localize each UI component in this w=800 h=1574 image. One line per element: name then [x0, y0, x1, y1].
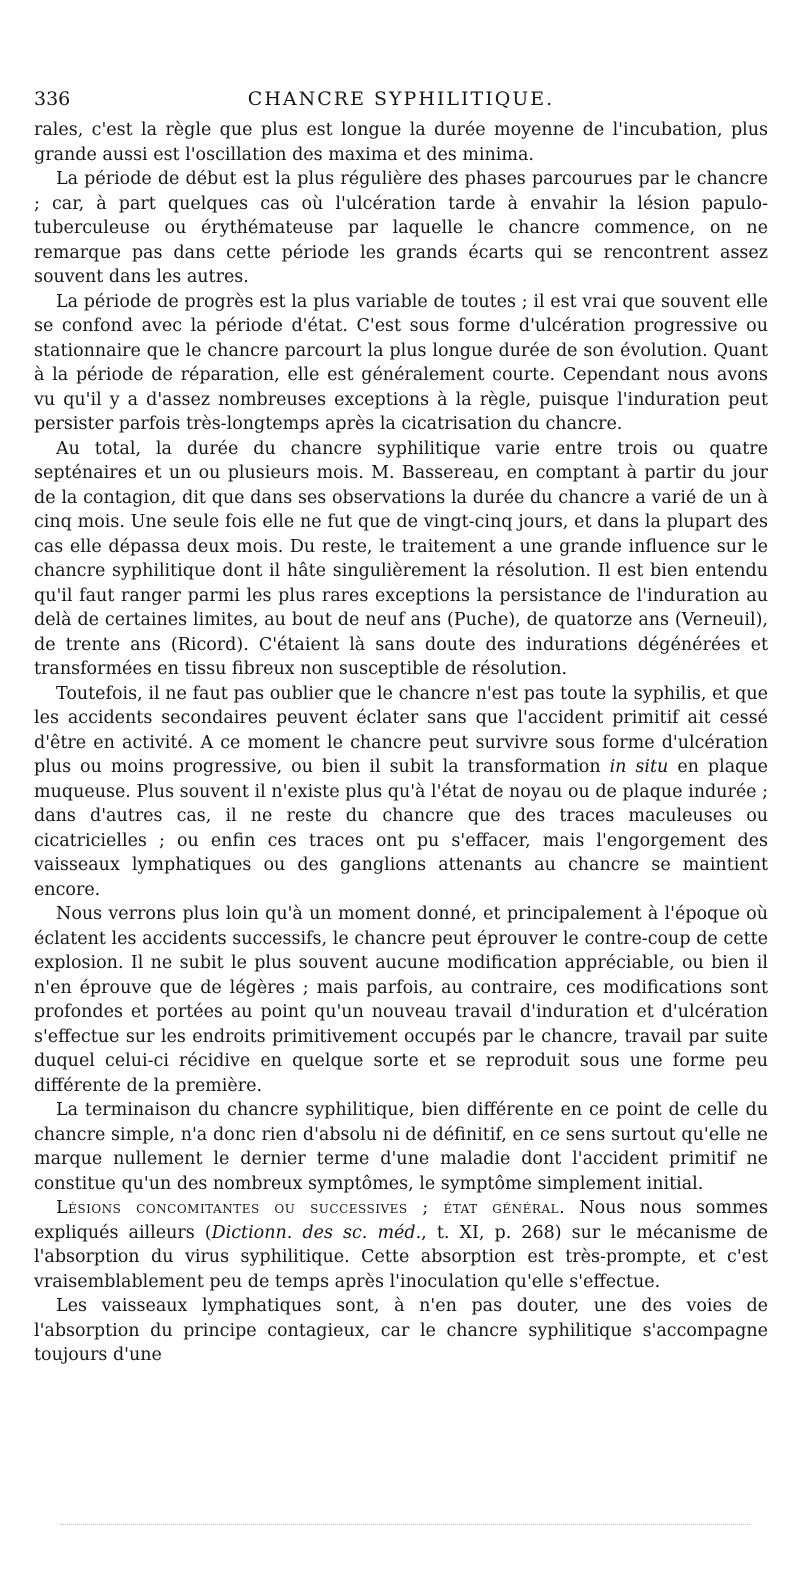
paragraph-duree-totale: Au total, la durée du chancre syphilitique varie entre trois ou quatre septénaires et un ou plusieurs mois. M. Bassereau, en comptant à partir du jour de la contagion, dit que dans ses observations la durée du chancre a varié de un à cinq mois. Une seule fois elle ne fut que de vingt-cinq jours, et dans la plupart des cas elle dépassa deux mois. Du reste, le traitement a une grande influence sur le chancre syphilitique dont il hâte singulièrement la résolution. Il est bien entendu qu'il faut ranger parmi les plus rares exceptions la persistance de l'induration au delà de certaines limites, au bout de neuf ans (Puche), de quatorze ans (Verneuil), de trente ans (Ricord). C'étaient là sans doute des indurations dégénérées et transformées en tissu fibreux non susceptible de résolution.: [34, 438, 768, 679]
paragraph-text: en plaque muqueuse. Plus souvent il n'existe plus qu'à l'état de noyau ou de plaque indurée ; dans d'autres cas, il ne reste du chancre que des traces maculeuses ou cicatricielles ; ou enfin ces traces ont pu s'effacer, mais l'engorgement des vaisseaux lymphatiques ou des ganglions attenants au chancre se maintient encore.: [34, 757, 768, 900]
paragraph-continuation: rales, c'est la règle que plus est longue la durée moyenne de l'incubation, plus grande aussi est l'oscillation des maxima et des minima.: [34, 120, 768, 165]
paragraph-text: Toutefois, il ne faut pas oublier que le chancre n'est pas toute la syphilis, et que les accidents secondaires peuvent éclater sans que l'accident primitif ait cessé d'être en activité. A ce moment le chancre peut survivre sous forme d'ulcération plus ou moins progressive, ou bien il subit la transformation: [34, 683, 768, 777]
paragraph-contre-coup: Nous verrons plus loin qu'à un moment donné, et principalement à l'époque où éclatent les accidents successifs, le chancre peut éprouver le contre-coup de cette explosion. Il ne subit le plus souvent aucune modification appréciable, ou bien il n'en éprouve que de légères ; mais parfois, au contraire, ces modifications sont profondes et portées au point qu'un nouveau travail d'induration et d'ulcération s'effectue sur les endroits primitivement occupés par le chancre, travail par suite duquel celui-ci récidive en quelque sorte et se reproduit sous une forme peu différente de la première.: [34, 904, 768, 1096]
paragraph-text: Nous nous sommes expliqués ailleurs (: [34, 1198, 768, 1243]
paragraph-periode-de-debut: La période de début est la plus régulière des phases parcourues par le chancre ; car, à part quelques cas où l'ulcération tarde à envahir la lésion papulo-tuberculeuse ou érythémateuse par laquelle le chancre commence, on ne remarque pas dans cette période les grands écarts qui se rencontrent assez souvent dans les autres.: [34, 169, 768, 287]
scan-bottom-edge: [60, 1524, 750, 1525]
page-number: 336: [34, 88, 71, 110]
body-text: [34, 118, 768, 1368]
paragraph-lesions-concomitantes: [34, 1196, 768, 1294]
italic-term: in situ: [609, 757, 669, 777]
running-title: CHANCRE SYPHILITIQUE.: [247, 88, 555, 110]
paragraph-terminaison: La terminaison du chancre syphilitique, bien différente en ce point de celle du chancre simple, n'a donc rien d'absolu ni de définitif, en ce sens surtout qu'elle ne marque nullement le dernier terme d'une maladie dont l'accident primitif ne constitue qu'un des nombreux symptômes, le symptôme simplement initial.: [34, 1100, 768, 1194]
page-header: [34, 84, 768, 116]
paragraph-toutefois: [34, 682, 768, 903]
paragraph-vaisseaux-lymphatiques: Les vaisseaux lymphatiques sont, à n'en pas douter, une des voies de l'absorption du principe contagieux, car le chancre syphilitique s'accompagne toujours d'une: [34, 1296, 768, 1365]
paragraph-periode-de-progres: La période de progrès est la plus variable de toutes ; il est vrai que souvent elle se confond avec la période d'état. C'est sous forme d'ulcération progressive ou stationnaire que le chancre parcourt la plus longue durée de son évolution. Quant à la période de réparation, elle est généralement courte. Cependant nous avons vu qu'il y a d'assez nombreuses exceptions à la règle, puisque l'induration peut persister parfois très-longtemps après la cicatrisation du chancre.: [34, 291, 768, 434]
paragraph-text: , t. XI, p. 268) sur le mécanisme de l'absorption du virus syphilitique. Cette absorption est très-prompte, et c'est vraisemblablement peu de temps après l'inoculation qu'elle s'effectue.: [34, 1222, 768, 1292]
citation-title: Dictionn. des sc. méd.: [211, 1222, 422, 1243]
section-heading: Lésions concomitantes ou successives ; état général.: [56, 1198, 566, 1218]
